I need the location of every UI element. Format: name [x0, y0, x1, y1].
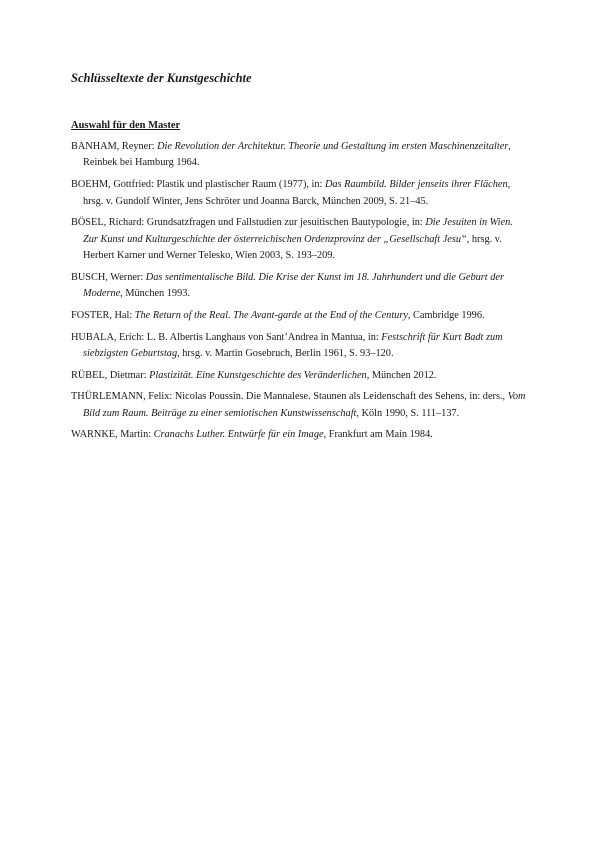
entry-publication: , hrsg. v. Herbert Karner und Werner Telesko, Wien 2003, S. 193–209. [83, 233, 502, 262]
entry-author: BANHAM, Reyner: [71, 141, 158, 152]
document-title: Schlüsseltexte der Kunstgeschichte [71, 71, 252, 85]
entry-work-title: Plastizität. Eine Kunstgeschichte des Veränderlichen [149, 369, 367, 381]
bibliography-entry [71, 270, 529, 303]
entry-publication: , München 1993. [120, 288, 190, 300]
entry-author: FOSTER, Hal: [71, 309, 135, 321]
entry-author: HUBALA, Erich: L. B. Albertis Langhaus von Sant’Andrea in Mantua, in: [71, 331, 382, 343]
bibliography-list [71, 139, 529, 449]
entry-work-title: The Return of the Real. The Avant-garde at the End of the Century [134, 309, 408, 321]
entry-work-title: Vom Bild zum Raum. Beiträge zu einer semiotischen Kunstwissenschaft [83, 391, 526, 419]
bibliography-entry [71, 330, 529, 363]
entry-publication: , Reinbek bei Hamburg 1964. [83, 141, 511, 169]
section-heading: Auswahl für den Master [71, 120, 181, 131]
entry-work-title: Festschrift für Kurt Badt zum siebzigsten Geburtstag [83, 331, 503, 359]
entry-publication: , München 2012. [366, 369, 437, 381]
bibliography-entry [71, 427, 529, 443]
entry-work-title: Das Raumbild. Bilder jenseits ihrer Flächen [324, 179, 508, 191]
entry-author: THÜRLEMANN, Felix: Nicolas Poussin. Die Mannalese. Staunen als Leidenschaft des Sehens, in: ders., [71, 391, 508, 403]
entry-publication: , Frankfurt am Main 1984. [323, 429, 433, 441]
entry-publication: , hrsg. v. Martin Gosebruch, Berlin 1961, S. 93–120. [177, 347, 394, 359]
bibliography-entry [71, 139, 529, 172]
bibliography-entry [71, 368, 529, 384]
entry-work-title: Die Revolution der Architektur. Theorie und Gestaltung im ersten Maschinenzeitalter [157, 141, 509, 152]
entry-author: BUSCH, Werner: [71, 271, 146, 283]
entry-author: BÖSEL, Richard: Grundsatzfragen und Fallstudien zur jesuitischen Bautypologie, in: [71, 217, 426, 229]
entry-publication: , Cambridge 1996. [407, 309, 485, 321]
bibliography-entry [71, 215, 529, 264]
entry-publication: , hrsg. v. Gundolf Winter, Jens Schröter und Joanna Barck, München 2009, S. 21–45. [83, 179, 511, 207]
bibliography-entry [71, 308, 529, 324]
entry-author: BOEHM, Gottfried: Plastik und plastischer Raum (1977), in: [71, 179, 325, 191]
bibliography-entry [71, 389, 529, 422]
entry-author: WARNKE, Martin: [71, 429, 154, 441]
entry-author: RÜBEL, Dietmar: [71, 369, 150, 381]
entry-work-title: Cranachs Luther. Entwürfe für ein Image [153, 429, 324, 441]
entry-work-title: Die Jesuiten in Wien. Zur Kunst und Kulturgeschichte der österreichischen Ordenzprovinz der „Gesellschaft Jesu“ [83, 217, 513, 245]
bibliography-entry [71, 177, 529, 210]
entry-work-title: Das sentimentalische Bild. Die Krise der Kunst im 18. Jahrhundert und die Geburt der Moderne [83, 271, 504, 300]
entry-publication: , Köln 1990, S. 111–137. [356, 407, 460, 419]
